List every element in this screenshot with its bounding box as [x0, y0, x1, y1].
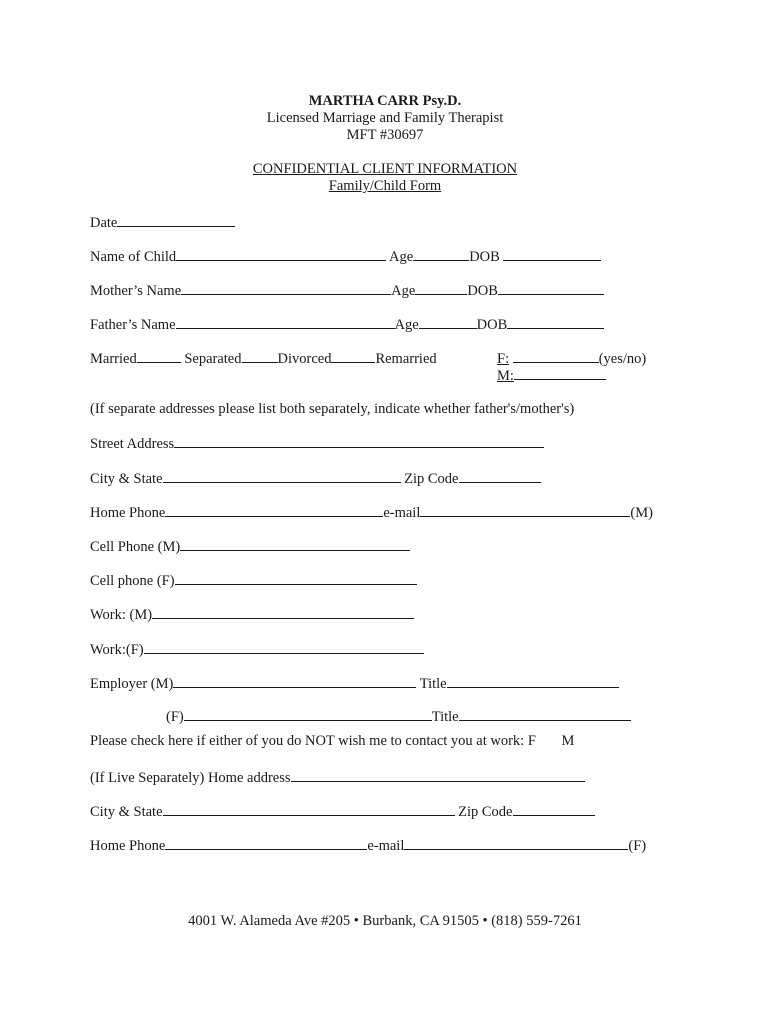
father-age-field[interactable]	[419, 315, 477, 329]
child-age-field[interactable]	[413, 247, 469, 261]
married-label: Married	[90, 351, 137, 367]
employer-f-field[interactable]	[184, 707, 432, 721]
form-title: CONFIDENTIAL CLIENT INFORMATION	[252, 161, 518, 177]
divorced-field[interactable]	[331, 349, 375, 363]
city-state-label: City & State	[90, 471, 163, 487]
therapist-name: MARTHA CARR Psy.D.	[308, 93, 462, 109]
city-state-f-field[interactable]	[163, 802, 455, 816]
yes-no-label: (yes/no)	[598, 351, 647, 367]
email-label: e-mail	[383, 505, 421, 521]
city-row-f	[90, 802, 710, 821]
cell-f-field[interactable]	[175, 571, 417, 585]
married-field[interactable]	[137, 349, 181, 363]
mother-row	[90, 281, 710, 300]
father-row	[90, 315, 710, 334]
contact-note: Please check here if either of you do NOT wish me to contact you at work: F	[90, 733, 536, 749]
work-m-field[interactable]	[152, 605, 414, 619]
child-name-field[interactable]	[176, 247, 386, 261]
work-f-label: Work:(F)	[90, 642, 144, 658]
date-row	[90, 213, 710, 232]
email-f-field[interactable]	[404, 836, 628, 850]
employer-f-label: (F)	[166, 709, 184, 725]
father-dob-label: DOB	[476, 317, 508, 333]
remarried-f-label: F:	[497, 351, 510, 367]
divorced-label: Divorced	[277, 351, 332, 367]
date-label: Date	[90, 215, 118, 231]
remarried-m-row	[497, 366, 710, 385]
cell-f-row	[90, 571, 710, 590]
employer-f-row	[166, 707, 710, 726]
work-f-row	[90, 640, 710, 659]
contact-row	[90, 732, 710, 750]
email-f-label: e-mail	[367, 838, 405, 854]
title-m-label: Title	[419, 676, 447, 692]
email-field[interactable]	[420, 503, 630, 517]
zip-field[interactable]	[459, 469, 541, 483]
therapist-license: Licensed Marriage and Family Therapist	[266, 110, 504, 126]
title-m-field[interactable]	[447, 674, 619, 688]
father-name-field[interactable]	[176, 315, 395, 329]
date-field[interactable]	[117, 213, 235, 227]
live-sep-address-field[interactable]	[291, 768, 585, 782]
child-name-label: Name of Child	[90, 249, 177, 265]
home-phone-f-field[interactable]	[165, 836, 367, 850]
street-label: Street Address	[90, 436, 175, 452]
form-subtitle: Family/Child Form	[328, 178, 442, 194]
child-age-label: Age	[389, 249, 414, 265]
child-dob-label: DOB	[469, 249, 500, 265]
father-dob-field[interactable]	[507, 315, 604, 329]
mother-name-field[interactable]	[181, 281, 391, 295]
remarried-m-field[interactable]	[514, 366, 606, 380]
mother-dob-field[interactable]	[498, 281, 604, 295]
child-row	[90, 247, 710, 266]
employer-m-label: Employer (M)	[90, 676, 174, 692]
remarried-f-field[interactable]	[513, 349, 599, 363]
contact-m-label: M	[561, 733, 575, 749]
zip-label: Zip Code	[404, 471, 459, 487]
mother-name-label: Mother’s Name	[90, 283, 182, 299]
work-m-row	[90, 605, 710, 624]
street-row	[90, 434, 710, 453]
city-row-m	[90, 469, 710, 488]
live-sep-label: (If Live Separately) Home address	[90, 770, 291, 786]
mother-age-field[interactable]	[415, 281, 467, 295]
street-field[interactable]	[174, 434, 544, 448]
separate-note: (If separate addresses please list both separately, indicate whether father's/mother's)	[90, 401, 575, 417]
mft-number: MFT #30697	[346, 127, 424, 143]
city-state-field[interactable]	[163, 469, 401, 483]
home-phone-label: Home Phone	[90, 505, 166, 521]
f-suffix: (F)	[628, 838, 647, 854]
zip-f-label: Zip Code	[458, 804, 513, 820]
work-f-field[interactable]	[144, 640, 424, 654]
cell-f-label: Cell phone (F)	[90, 573, 175, 589]
m-suffix: (M)	[630, 505, 653, 521]
father-name-label: Father’s Name	[90, 317, 176, 333]
zip-f-field[interactable]	[513, 802, 595, 816]
mother-age-label: Age	[391, 283, 416, 299]
cell-m-label: Cell Phone (M)	[90, 539, 181, 555]
father-age-label: Age	[394, 317, 419, 333]
home-phone-row-m	[90, 503, 710, 522]
cell-m-field[interactable]	[180, 537, 410, 551]
cell-m-row	[90, 537, 710, 556]
remarried-label: Remarried	[375, 351, 437, 367]
title-f-label: Title	[431, 709, 459, 725]
work-m-label: Work: (M)	[90, 607, 153, 623]
separated-field[interactable]	[242, 349, 278, 363]
footer-address: 4001 W. Alameda Ave #205 • Burbank, CA 91505 • (818) 559-7261	[188, 913, 582, 929]
employer-m-field[interactable]	[173, 674, 416, 688]
city-state-f-label: City & State	[90, 804, 163, 820]
home-phone-row-f	[90, 836, 710, 855]
child-dob-field[interactable]	[503, 247, 601, 261]
home-phone-field[interactable]	[165, 503, 383, 517]
separated-label: Separated	[184, 351, 242, 367]
employer-m-row	[90, 674, 710, 693]
mother-dob-label: DOB	[467, 283, 498, 299]
title-f-field[interactable]	[459, 707, 631, 721]
home-phone-f-label: Home Phone	[90, 838, 166, 854]
remarried-m-label: M:	[497, 368, 514, 384]
live-separately-row	[90, 768, 710, 787]
